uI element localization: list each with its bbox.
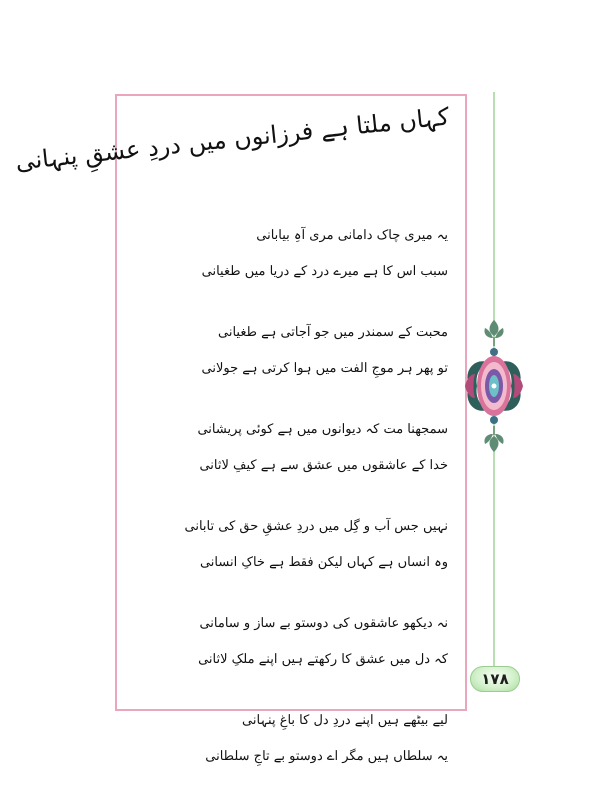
- verse-line: نہ دیکھو عاشقوں کی دوستو بے ساز و سامانی: [199, 616, 448, 631]
- verse-line: نہیں جس آب و گِل میں دردِ عشقِ حق کی تابانی: [184, 519, 448, 534]
- page-number-badge: ۱۷۸: [470, 666, 520, 692]
- verse-line: کہ دل میں عشق کا رکھتے ہیں اپنے ملکِ لاثانی: [198, 652, 448, 667]
- verse-line: لیے بیٹھے ہیں اپنے دردِ دل کا باغِ پنہانی: [242, 713, 448, 728]
- verse-line: یہ سلطاں ہیں مگر اے دوستو بے تاجِ سلطانی: [205, 749, 448, 764]
- poem-title: کہاں ملتا ہے فرزانوں میں دردِ عشقِ پنہانی: [14, 102, 451, 176]
- verse-line: تو پھر ہر موجِ الفت میں ہوا کرتی ہے جولانی: [201, 361, 448, 376]
- verse-line: سبب اس کا ہے میرے درد کے دریا میں طغیانی: [201, 264, 448, 279]
- verse-line: محبت کے سمندر میں جو آجاتی ہے طغیانی: [218, 325, 448, 340]
- floret-top: [484, 320, 503, 338]
- verse-line: سمجھنا مت کہ دیوانوں میں ہے کوئی پریشانی: [197, 422, 448, 437]
- poem-body: [180, 218, 448, 800]
- verse-line: یہ میری چاک دامانی مری آہِ بیابانی: [256, 228, 448, 243]
- verse-line: وہ انساں ہے کہاں لیکن فقط ہے خاکِ انسانی: [199, 555, 448, 570]
- stanza-1: [180, 218, 448, 290]
- stanza-5: [180, 606, 448, 678]
- stanza-6: [180, 703, 448, 775]
- floret-bottom: [484, 434, 503, 452]
- stanza-4: [180, 509, 448, 581]
- verse-line: خدا کے عاشقوں میں عشق سے ہے کیفِ لاثانی: [199, 458, 448, 473]
- stanza-3: [180, 412, 448, 484]
- floral-ornament-icon: [461, 318, 527, 454]
- stanza-2: [180, 315, 448, 387]
